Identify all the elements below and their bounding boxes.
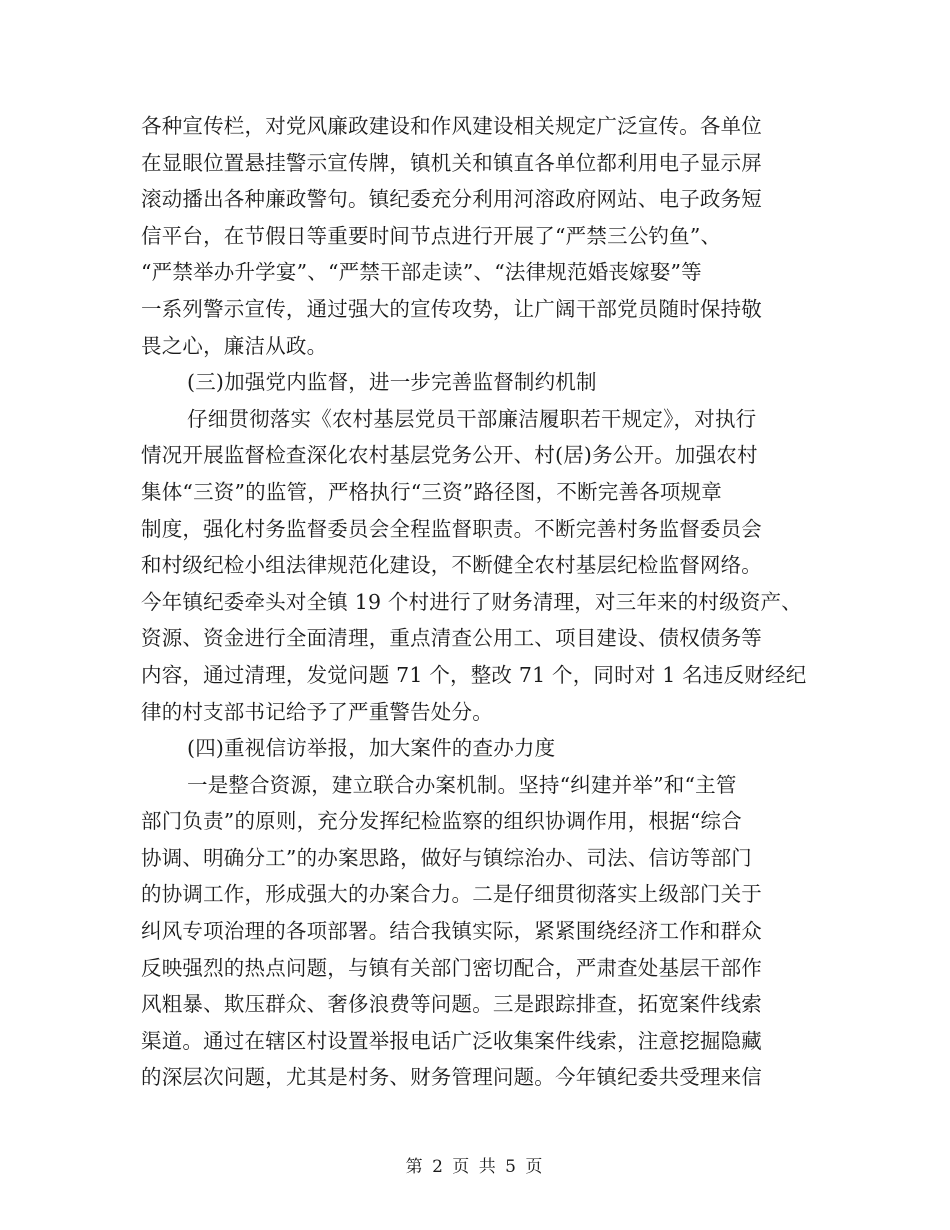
text-line: 情况开展监督检查深化农村基层党务公开、村(居)务公开。加强农村 bbox=[141, 443, 758, 468]
text-line: 畏之心，廉洁从政。 bbox=[141, 333, 328, 358]
text-line: 制度，强化村务监督委员会全程监督职责。不断完善村务监督委员会 bbox=[141, 516, 762, 541]
page-footer: 第 2 页 共 5 页 bbox=[405, 1157, 545, 1177]
text-line: 的深层次问题，尤其是村务、财务管理问题。今年镇纪委共受理来信 bbox=[141, 1065, 762, 1090]
text-line: 内容，通过清理，发觉问题 71 个，整改 71 个，同时对 1 名违反财经纪 bbox=[141, 662, 807, 687]
text-line: (三)加强党内监督，进一步完善监督制约机制 bbox=[187, 370, 597, 395]
text-line: “严禁举办升学宴”、“严禁干部走读”、“法律规范婚丧嫁娶”等 bbox=[141, 260, 702, 285]
text-line: 风粗暴、欺压群众、奢侈浪费等问题。三是跟踪排查，拓宽案件线索 bbox=[141, 992, 762, 1017]
text-line: 资源、资金进行全面清理，重点清查公用工、项目建设、债权债务等 bbox=[141, 626, 762, 651]
text-line: (四)重视信访举报，加大案件的查办力度 bbox=[187, 736, 556, 761]
text-line: 协调、明确分工”的办案思路，做好与镇综治办、司法、信访等部门 bbox=[141, 845, 752, 870]
body-text bbox=[141, 108, 811, 1096]
text-line: 的协调工作，形成强大的办案合力。二是仔细贯彻落实上级部门关于 bbox=[141, 882, 762, 907]
text-line: 在显眼位置悬挂警示宣传牌，镇机关和镇直各单位都利用电子显示屏 bbox=[141, 150, 762, 175]
text-line: 今年镇纪委牵头对全镇 19 个村进行了财务清理，对三年来的村级资产、 bbox=[141, 589, 802, 614]
text-line: 滚动播出各种廉政警句。镇纪委充分利用河溶政府网站、电子政务短 bbox=[141, 187, 762, 212]
text-line: 集体“三资”的监管，严格执行“三资”路径图，不断完善各项规章 bbox=[141, 479, 722, 504]
text-line: 各种宣传栏，对党风廉政建设和作风建设相关规定广泛宣传。各单位 bbox=[141, 114, 762, 138]
text-line: 纠风专项治理的各项部署。结合我镇实际，紧紧围绕经济工作和群众 bbox=[141, 919, 762, 944]
text-line: 部门负责”的原则，充分发挥纪检监察的组织协调作用，根据“综合 bbox=[141, 809, 742, 834]
text-line: 一是整合资源，建立联合办案机制。坚持“纠建并举”和“主管 bbox=[187, 772, 737, 797]
text-line: 仔细贯彻落实《农村基层党员干部廉洁履职若干规定》，对执行 bbox=[187, 406, 757, 431]
text-line: 信平台，在节假日等重要时间节点进行开展了“严禁三公钓鱼”、 bbox=[141, 223, 722, 248]
text-line: 反映强烈的热点问题，与镇有关部门密切配合，严肃查处基层干部作 bbox=[141, 955, 762, 980]
text-line: 一系列警示宣传，通过强大的宣传攻势，让广阔干部党员随时保持敬 bbox=[141, 296, 762, 321]
text-line: 渠道。通过在辖区村设置举报电话广泛收集案件线索，注意挖掘隐藏 bbox=[141, 1028, 762, 1053]
text-line: 律的村支部书记给予了严重警告处分。 bbox=[141, 699, 493, 724]
text-line: 和村级纪检小组法律规范化建设，不断健全农村基层纪检监督网络。 bbox=[141, 553, 762, 578]
